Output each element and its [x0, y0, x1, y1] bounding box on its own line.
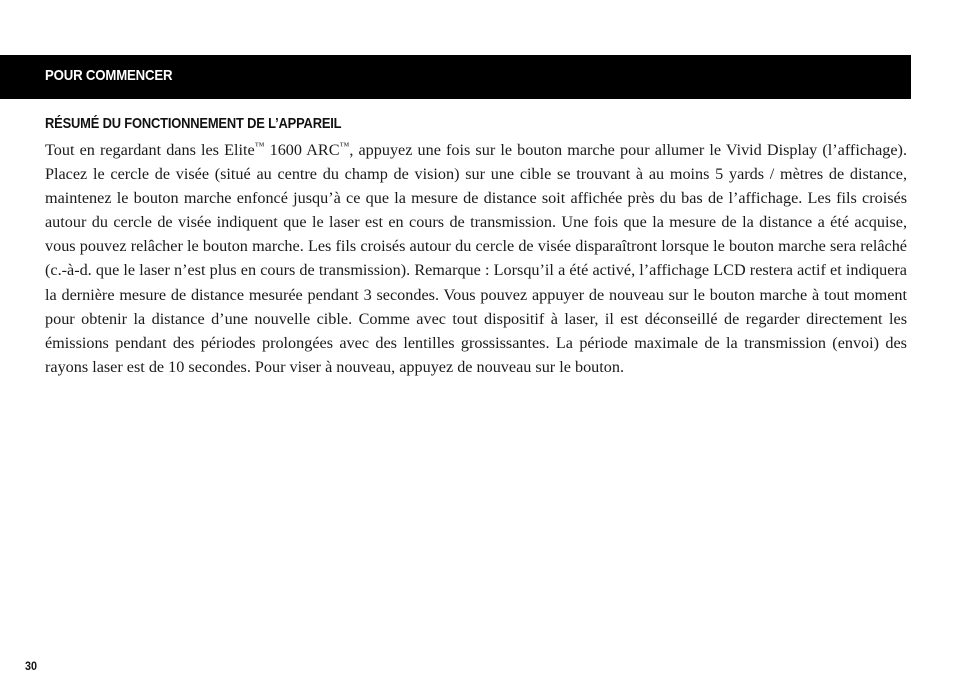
paragraph-text-part1: Tout en regardant dans les Elite [45, 141, 255, 159]
section-header-bar [0, 55, 911, 99]
subsection-heading: RÉSUMÉ DU FONCTIONNEMENT DE L’APPAREIL [45, 115, 342, 132]
paragraph-text-part2: 1600 ARC [264, 141, 340, 159]
body-paragraph [45, 138, 907, 379]
paragraph-text-part3: , appuyez une fois sur le bouton marche pour allumer le Vivid Display (l’affichage). Placez le cercle de visée (situé au centre du champ de vision) sur une cible se trouvant à au moins 5 yards / mètres de distance, maintenez le bouton marche enfoncé jusqu’à ce que la mesure de distance soit affichée près du bas de l’affichage. Les fils croisés autour du cercle de visée indiquent que le laser est en cours de transmission. Une fois que la mesure de la distance a été acquise, vous pouvez relâcher le bouton marche. Les fils croisés autour du cercle de visée disparaîtront lorsque le bouton marche sera relâché (c.-à-d. que le laser n’est plus en cours de transmission). Remarque : Lorsqu’il a été activé, l’affichage LCD restera actif et indiquera la dernière mesure de distance mesurée pendant 3 secondes. Vous pouvez appuyer de nouveau sur le bouton marche à tout moment pour obtenir la distance d’une nouvelle cible. Comme avec tout dispositif à laser, il est déconseillé de regarder directement les émissions pendant des périodes prolongées avec des lentilles grossissantes. La période maximale de la transmission (envoi) des rayons laser est de 10 secondes. Pour viser à nouveau, appuyez de nouveau sur le bouton. [45, 141, 907, 376]
trademark-symbol: ™ [339, 141, 350, 152]
trademark-symbol: ™ [254, 141, 265, 152]
page-number: 30 [25, 659, 38, 673]
section-header-title: POUR COMMENCER [45, 67, 173, 84]
